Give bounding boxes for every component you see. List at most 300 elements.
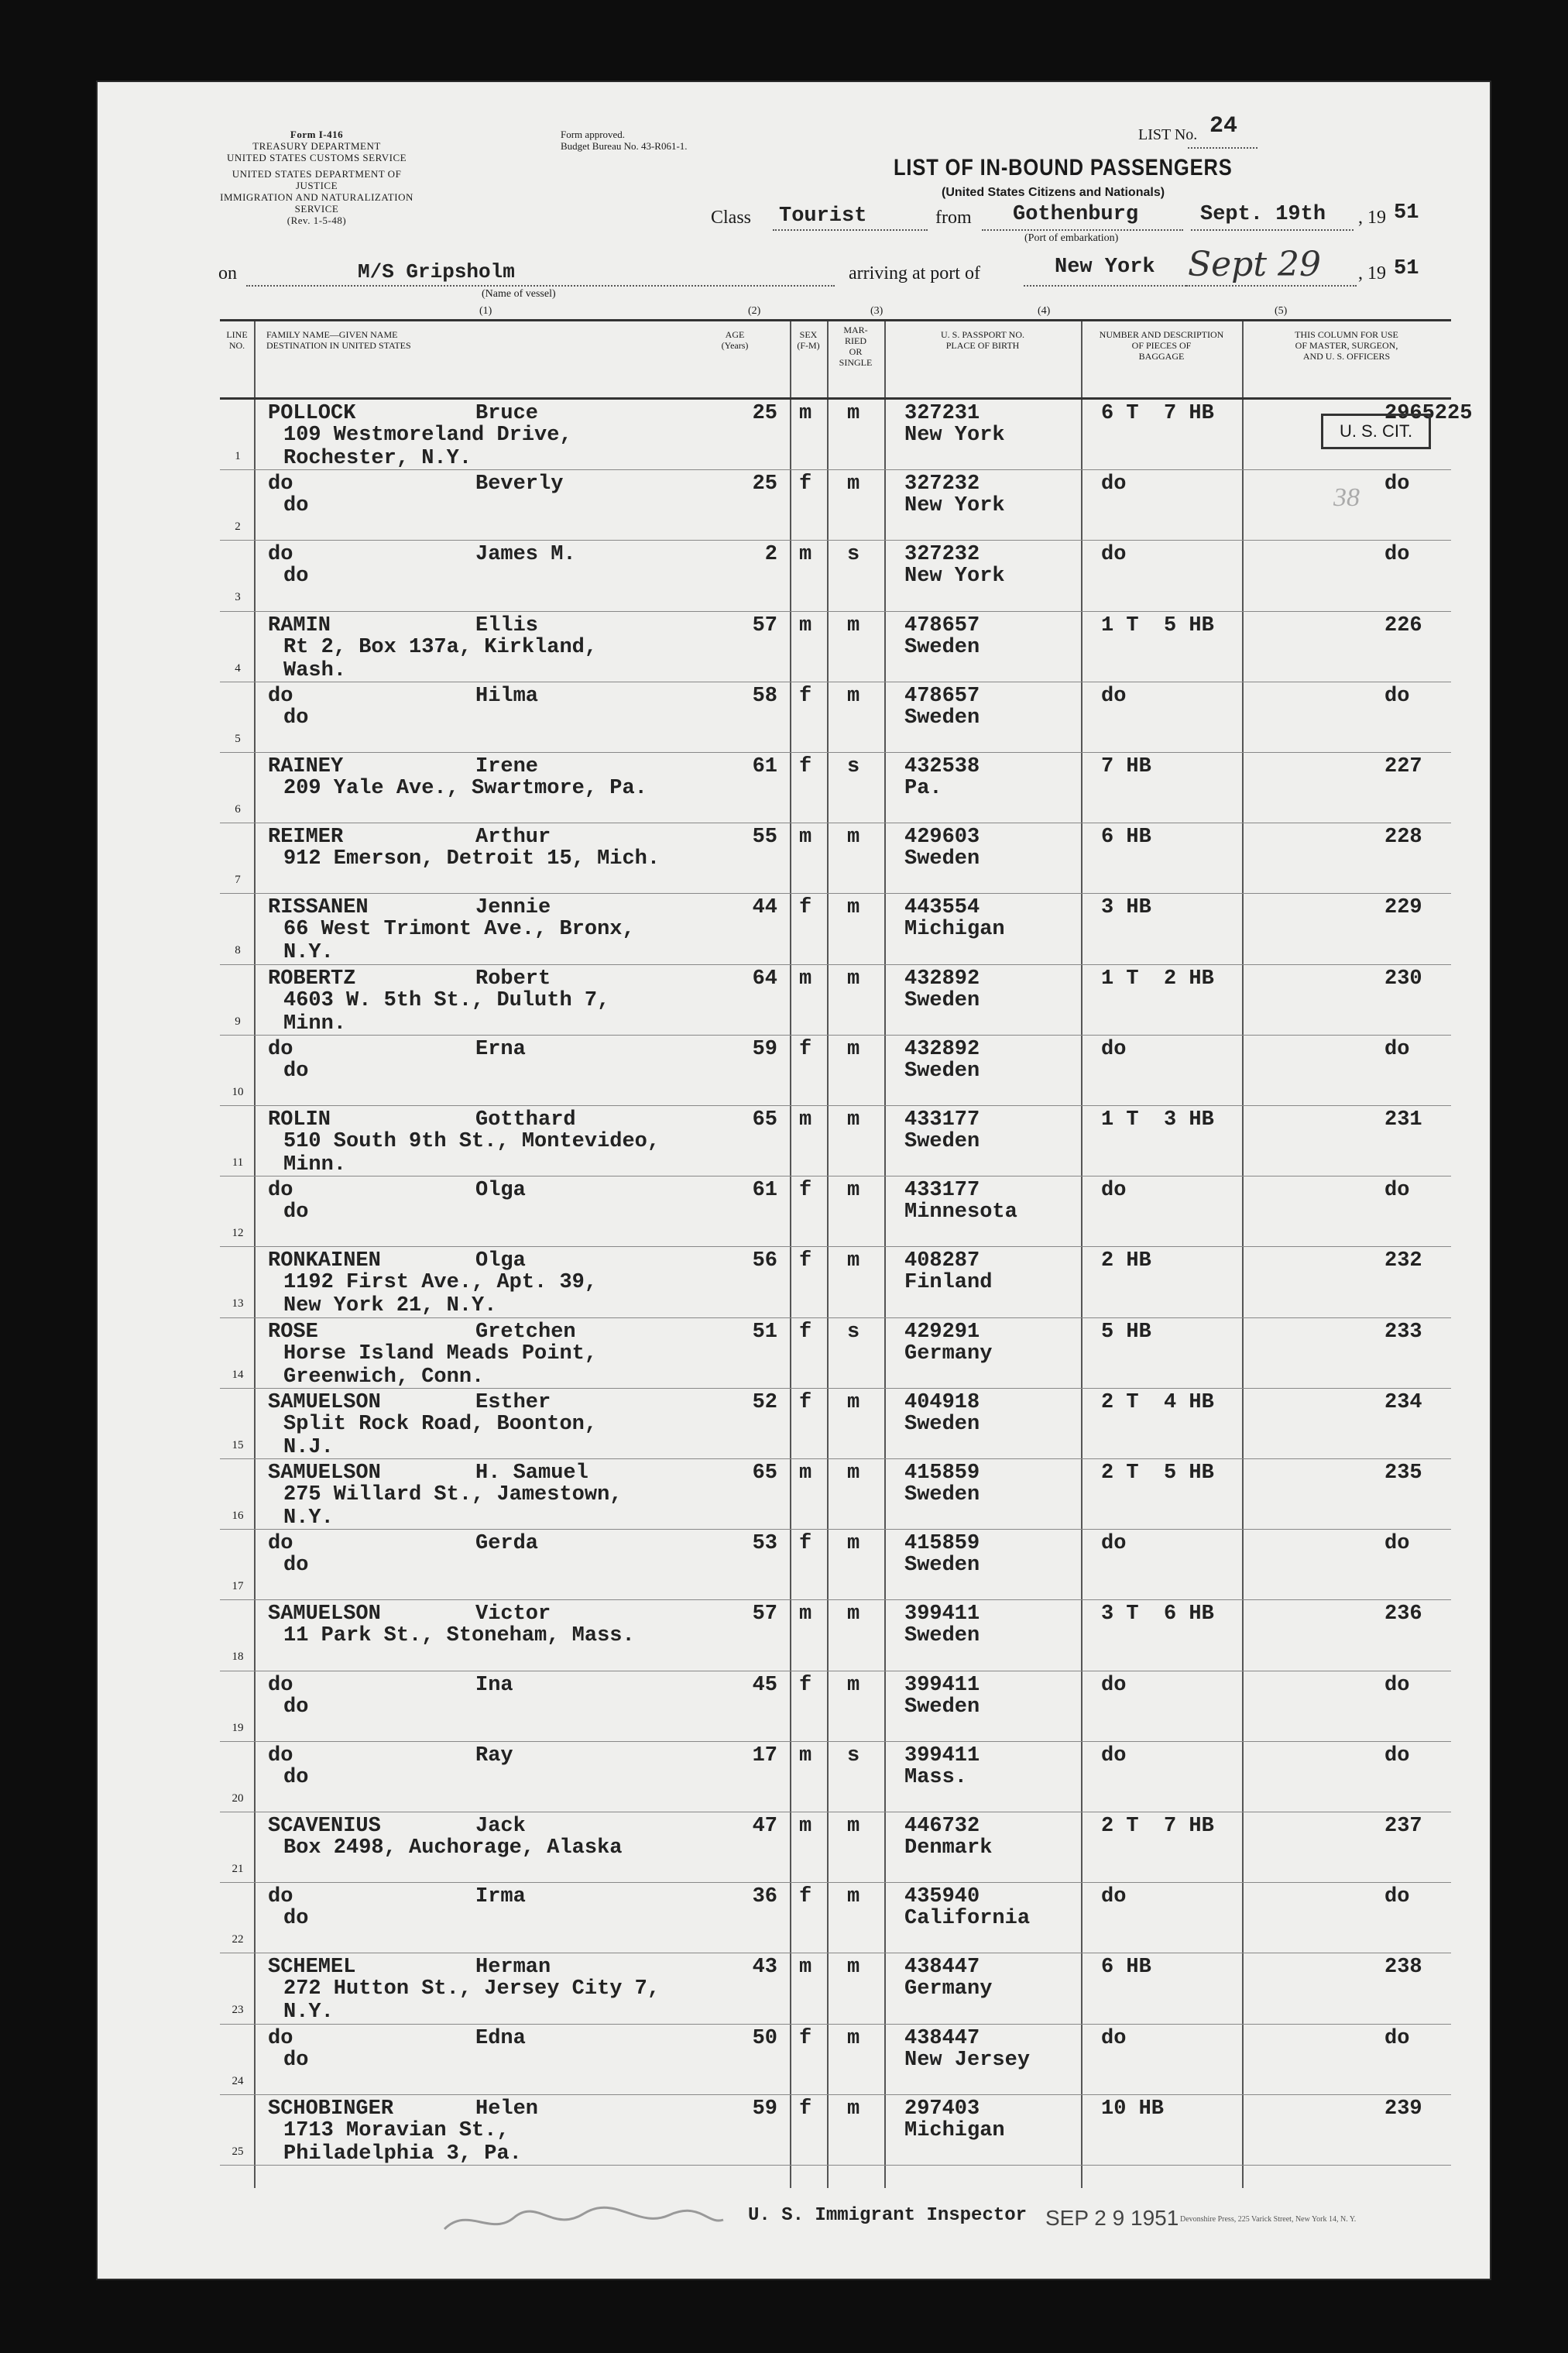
age: 55 bbox=[752, 826, 777, 850]
given-name: Helen bbox=[475, 2097, 539, 2121]
destination: do bbox=[283, 1695, 309, 1719]
family-name: do bbox=[268, 1532, 293, 1556]
baggage: 3 HB bbox=[1101, 896, 1151, 920]
baggage: 6 HB bbox=[1101, 1956, 1151, 1980]
family-name: ROLIN bbox=[268, 1108, 331, 1132]
officer-number: 239 bbox=[1384, 2097, 1422, 2121]
destination: do bbox=[283, 565, 309, 589]
place-of-birth: Sweden bbox=[904, 1554, 980, 1578]
place-of-birth: Michigan bbox=[904, 2118, 1005, 2142]
us-citizen-stamp: U. S. CIT. bbox=[1321, 414, 1431, 449]
baggage: do bbox=[1101, 2026, 1127, 2050]
departure-year: 51 bbox=[1394, 201, 1419, 225]
passenger-table bbox=[220, 319, 1473, 2188]
line-number: 6 bbox=[235, 803, 241, 816]
family-name: REIMER bbox=[268, 826, 344, 850]
line-number: 5 bbox=[235, 732, 241, 745]
sex: f bbox=[799, 2097, 812, 2121]
age: 2 bbox=[764, 543, 777, 567]
age: 56 bbox=[752, 1249, 777, 1273]
line-number: 4 bbox=[235, 661, 241, 675]
family-name: do bbox=[268, 1673, 293, 1697]
sex: f bbox=[799, 896, 812, 920]
marital-status: m bbox=[847, 1673, 860, 1697]
place-of-birth: Sweden bbox=[904, 1130, 980, 1153]
place-of-birth: Mass. bbox=[904, 1765, 968, 1789]
given-name: Jennie bbox=[475, 896, 551, 920]
destination: do bbox=[283, 1059, 309, 1083]
line-number: 13 bbox=[232, 1297, 244, 1310]
vessel-name: M/S Gripsholm bbox=[358, 260, 515, 283]
marital-status: m bbox=[847, 2097, 860, 2121]
family-name: SCHOBINGER bbox=[268, 2097, 394, 2121]
baggage: 2 T 4 HB bbox=[1101, 1390, 1214, 1414]
age: 64 bbox=[752, 967, 777, 991]
marital-status: s bbox=[847, 543, 860, 567]
destination: 11 Park St., Stoneham, Mass. bbox=[283, 1624, 635, 1648]
baggage: 7 HB bbox=[1101, 755, 1151, 778]
marital-status: m bbox=[847, 1390, 860, 1414]
list-no-label: LIST No. bbox=[1138, 126, 1198, 143]
line-number: 8 bbox=[235, 944, 241, 957]
place-of-birth: New Jersey bbox=[904, 2048, 1031, 2072]
list-no-value: 24 bbox=[1209, 113, 1238, 139]
place-of-birth: New York bbox=[904, 565, 1005, 589]
officer-number: do bbox=[1384, 1532, 1410, 1556]
place-of-birth: Pa. bbox=[904, 777, 942, 800]
given-name: Ina bbox=[475, 1673, 513, 1697]
officer-number: 236 bbox=[1384, 1602, 1422, 1626]
officer-number: do bbox=[1384, 684, 1410, 708]
age: 43 bbox=[752, 1956, 777, 1980]
sex: f bbox=[799, 1037, 812, 1061]
from-label: from bbox=[935, 208, 972, 228]
baggage: 2 T 7 HB bbox=[1101, 1815, 1214, 1838]
family-name: RONKAINEN bbox=[268, 1249, 381, 1273]
place-of-birth: Germany bbox=[904, 1977, 993, 2001]
place-of-birth: Sweden bbox=[904, 1059, 980, 1083]
place-of-birth: Minnesota bbox=[904, 1201, 1017, 1225]
sex: f bbox=[799, 755, 812, 778]
baggage: do bbox=[1101, 472, 1127, 496]
age: 59 bbox=[752, 2097, 777, 2121]
marital-status: m bbox=[847, 684, 860, 708]
vessel-note: (Name of vessel) bbox=[482, 288, 556, 300]
passport-number: 429603 bbox=[904, 826, 980, 850]
passport-number: 432892 bbox=[904, 967, 980, 991]
given-name: Victor bbox=[475, 1602, 551, 1626]
officer-number: 231 bbox=[1384, 1108, 1422, 1132]
col-officers: THIS COLUMN FOR USE OF MASTER, SURGEON, AND U. S. OFFICERS bbox=[1295, 329, 1398, 362]
passport-number: 327232 bbox=[904, 543, 980, 567]
destination: 109 Westmoreland Drive, Rochester, N.Y. bbox=[283, 424, 572, 470]
document-subtitle: (United States Citizens and Nationals) bbox=[942, 186, 1165, 199]
passport-number: 399411 bbox=[904, 1743, 980, 1767]
place-of-birth: Sweden bbox=[904, 988, 980, 1012]
passport-number: 408287 bbox=[904, 1249, 980, 1273]
arrival-date-handwritten: Sept 29 bbox=[1188, 245, 1322, 284]
line-number: 12 bbox=[232, 1227, 244, 1240]
baggage: 2 HB bbox=[1101, 1249, 1151, 1273]
sex: m bbox=[799, 967, 812, 991]
marital-status: s bbox=[847, 1743, 860, 1767]
family-name: do bbox=[268, 684, 293, 708]
officer-number: do bbox=[1384, 1885, 1410, 1909]
sex: f bbox=[799, 2026, 812, 2050]
sex: m bbox=[799, 1956, 812, 1980]
baggage: 2 T 5 HB bbox=[1101, 1462, 1214, 1485]
col-age: AGE (Years) bbox=[721, 329, 749, 351]
passport-number: 433177 bbox=[904, 1108, 980, 1132]
baggage: do bbox=[1101, 1179, 1127, 1203]
sex: f bbox=[799, 1885, 812, 1909]
col-name: FAMILY NAME—GIVEN NAME DESTINATION IN UNITED STATES bbox=[266, 329, 411, 351]
budget-bureau: Budget Bureau No. 43-R061-1. bbox=[561, 140, 688, 152]
row-divider bbox=[220, 1882, 1451, 1883]
age: 65 bbox=[752, 1108, 777, 1132]
inspector-signature bbox=[437, 2198, 731, 2245]
officer-number: 237 bbox=[1384, 1815, 1422, 1838]
sex: m bbox=[799, 1743, 812, 1767]
sex: m bbox=[799, 1602, 812, 1626]
col-line-no: LINE NO. bbox=[226, 329, 248, 351]
marital-status: m bbox=[847, 1108, 860, 1132]
line-number: 24 bbox=[232, 2074, 244, 2087]
baggage: 6 HB bbox=[1101, 826, 1151, 850]
age: 59 bbox=[752, 1037, 777, 1061]
sex: m bbox=[799, 543, 812, 567]
passport-number: 297403 bbox=[904, 2097, 980, 2121]
family-name: do bbox=[268, 1179, 293, 1203]
given-name: Arthur bbox=[475, 826, 551, 850]
line-number: 22 bbox=[232, 1933, 244, 1946]
family-name: SAMUELSON bbox=[268, 1390, 381, 1414]
destination: Box 2498, Auchorage, Alaska bbox=[283, 1836, 623, 1860]
passport-number: 415859 bbox=[904, 1462, 980, 1485]
form-number: Form I-416 bbox=[290, 129, 344, 140]
on-label: on bbox=[218, 263, 237, 283]
sex: f bbox=[799, 1320, 812, 1344]
passenger-list-page bbox=[96, 81, 1491, 2280]
class-line bbox=[711, 201, 1485, 244]
col-passport: U. S. PASSPORT NO. PLACE OF BIRTH bbox=[941, 329, 1024, 351]
place-of-birth: Finland bbox=[904, 1271, 993, 1295]
age: 25 bbox=[752, 472, 777, 496]
marital-status: m bbox=[847, 826, 860, 850]
col-num-4: (4) bbox=[1038, 305, 1051, 317]
family-name: SCAVENIUS bbox=[268, 1815, 381, 1838]
age: 47 bbox=[752, 1815, 777, 1838]
passport-number: 478657 bbox=[904, 684, 980, 708]
arrival-year: 51 bbox=[1394, 257, 1419, 280]
family-name: SAMUELSON bbox=[268, 1462, 381, 1485]
officer-number: do bbox=[1384, 1673, 1410, 1697]
officer-number: 232 bbox=[1384, 1249, 1422, 1273]
line-number: 7 bbox=[235, 874, 241, 887]
destination: do bbox=[283, 1765, 309, 1789]
col-married: MAR- RIED OR SINGLE bbox=[839, 325, 873, 368]
row-divider bbox=[220, 752, 1451, 753]
destination: 209 Yale Ave., Swartmore, Pa. bbox=[283, 777, 647, 800]
given-name: Bruce bbox=[475, 402, 539, 425]
family-name: RAINEY bbox=[268, 755, 344, 778]
line-number: 10 bbox=[232, 1085, 244, 1098]
destination: do bbox=[283, 1907, 309, 1931]
document-title: LIST OF IN-BOUND PASSENGERS bbox=[894, 155, 1233, 180]
age: 52 bbox=[752, 1390, 777, 1414]
line-number: 25 bbox=[232, 2145, 244, 2158]
place-of-birth: New York bbox=[904, 424, 1005, 447]
family-name: do bbox=[268, 2026, 293, 2050]
marital-status: m bbox=[847, 1885, 860, 1909]
age: 53 bbox=[752, 1532, 777, 1556]
officer-number: 230 bbox=[1384, 967, 1422, 991]
place-of-birth: Sweden bbox=[904, 706, 980, 730]
marital-status: m bbox=[847, 1179, 860, 1203]
marital-status: m bbox=[847, 613, 860, 637]
baggage: 10 HB bbox=[1101, 2097, 1165, 2121]
given-name: Edna bbox=[475, 2026, 526, 2050]
side-mark: 38 bbox=[1333, 483, 1360, 512]
col-baggage: NUMBER AND DESCRIPTION OF PIECES OF BAGGAGE bbox=[1099, 329, 1224, 362]
marital-status: m bbox=[847, 1956, 860, 1980]
given-name: Ray bbox=[475, 1743, 513, 1767]
sex: f bbox=[799, 1179, 812, 1203]
col-num-2: (2) bbox=[748, 305, 761, 317]
destination: Horse Island Meads Point, Greenwich, Conn. bbox=[283, 1341, 598, 1389]
baggage: do bbox=[1101, 1673, 1127, 1697]
officer-number: 235 bbox=[1384, 1462, 1422, 1485]
officer-number: 226 bbox=[1384, 613, 1422, 637]
row-divider bbox=[220, 2094, 1451, 2095]
passport-number: 438447 bbox=[904, 1956, 980, 1980]
age: 61 bbox=[752, 755, 777, 778]
sex: m bbox=[799, 826, 812, 850]
family-name: ROBERTZ bbox=[268, 967, 356, 991]
family-name: do bbox=[268, 1037, 293, 1061]
baggage: 6 T 7 HB bbox=[1101, 402, 1214, 425]
form-revision: (Rev. 1-5-48) bbox=[286, 215, 347, 226]
form-approval bbox=[561, 129, 688, 152]
destination: do bbox=[283, 706, 309, 730]
destination: 1192 First Ave., Apt. 39, New York 21, N.Y. bbox=[283, 1271, 598, 1318]
place-of-birth: Sweden bbox=[904, 635, 980, 659]
destination: Split Rock Road, Boonton, N.J. bbox=[283, 1412, 598, 1459]
sex: f bbox=[799, 1249, 812, 1273]
line-number: 20 bbox=[232, 1791, 244, 1805]
given-name: Olga bbox=[475, 1249, 526, 1273]
passport-number: 327232 bbox=[904, 472, 980, 496]
family-name: do bbox=[268, 543, 293, 567]
sex: f bbox=[799, 1532, 812, 1556]
vessel-line bbox=[218, 245, 1488, 302]
baggage: do bbox=[1101, 1037, 1127, 1061]
destination: do bbox=[283, 2048, 309, 2072]
line-number: 2 bbox=[235, 520, 241, 534]
given-name: Olga bbox=[475, 1179, 526, 1203]
age: 17 bbox=[752, 1743, 777, 1767]
passport-number: 399411 bbox=[904, 1673, 980, 1697]
col-num-5: (5) bbox=[1275, 305, 1288, 317]
destination: 66 West Trimont Ave., Bronx, N.Y. bbox=[283, 918, 635, 965]
given-name: Ellis bbox=[475, 613, 539, 637]
line-number: 21 bbox=[232, 1863, 244, 1875]
age: 36 bbox=[752, 1885, 777, 1909]
sex: f bbox=[799, 684, 812, 708]
given-name: James M. bbox=[475, 543, 576, 567]
year-prefix-2: , 19 bbox=[1358, 263, 1386, 283]
officer-number: 238 bbox=[1384, 1956, 1422, 1980]
marital-status: m bbox=[847, 1249, 860, 1273]
place-of-birth: Michigan bbox=[904, 918, 1005, 942]
marital-status: m bbox=[847, 967, 860, 991]
dept-justice: UNITED STATES DEPARTMENT OF JUSTICE bbox=[232, 168, 402, 191]
place-of-birth: Sweden bbox=[904, 847, 980, 871]
passport-number: 435940 bbox=[904, 1885, 980, 1909]
sex: f bbox=[799, 472, 812, 496]
family-name: do bbox=[268, 472, 293, 496]
passport-number: 327231 bbox=[904, 402, 980, 425]
inspector-label: U. S. Immigrant Inspector bbox=[748, 2205, 1028, 2226]
baggage: do bbox=[1101, 1743, 1127, 1767]
marital-status: s bbox=[847, 1320, 860, 1344]
family-name: RAMIN bbox=[268, 613, 331, 637]
passport-number: 432538 bbox=[904, 755, 980, 778]
sex: m bbox=[799, 402, 812, 425]
family-name: POLLOCK bbox=[268, 402, 356, 425]
col-num-3: (3) bbox=[870, 305, 884, 317]
baggage: 1 T 5 HB bbox=[1101, 613, 1214, 637]
passport-number: 446732 bbox=[904, 1815, 980, 1838]
baggage: do bbox=[1101, 684, 1127, 708]
passport-number: 432892 bbox=[904, 1037, 980, 1061]
line-number: 18 bbox=[232, 1651, 244, 1664]
place-of-birth: Germany bbox=[904, 1341, 993, 1365]
line-number: 14 bbox=[232, 1368, 244, 1381]
row-divider bbox=[220, 611, 1451, 612]
year-prefix: , 19 bbox=[1358, 208, 1386, 228]
baggage: 5 HB bbox=[1101, 1320, 1151, 1344]
marital-status: m bbox=[847, 1815, 860, 1838]
destination: Rt 2, Box 137a, Kirkland, Wash. bbox=[283, 635, 598, 682]
place-of-birth: Denmark bbox=[904, 1836, 993, 1860]
family-name: RISSANEN bbox=[268, 896, 369, 920]
given-name: Beverly bbox=[475, 472, 564, 496]
place-of-birth: California bbox=[904, 1907, 1031, 1931]
destination: 272 Hutton St., Jersey City 7, N.Y. bbox=[283, 1977, 660, 2025]
departure-date: Sept. 19th bbox=[1200, 203, 1326, 226]
line-number: 9 bbox=[235, 1015, 241, 1028]
baggage: do bbox=[1101, 1532, 1127, 1556]
given-name: Herman bbox=[475, 1956, 551, 1980]
marital-status: m bbox=[847, 1532, 860, 1556]
age: 65 bbox=[752, 1462, 777, 1485]
sex: m bbox=[799, 1462, 812, 1485]
destination: do bbox=[283, 1201, 309, 1225]
age: 58 bbox=[752, 684, 777, 708]
given-name: Jack bbox=[475, 1815, 526, 1838]
officer-number: do bbox=[1384, 1037, 1410, 1061]
given-name: Irma bbox=[475, 1885, 526, 1909]
printer-credit: Devonshire Press, 225 Varick Street, New York 14, N. Y. bbox=[1180, 2215, 1357, 2224]
sex: f bbox=[799, 1673, 812, 1697]
destination: 1713 Moravian St., Philadelphia 3, Pa. bbox=[283, 2118, 522, 2166]
family-name: do bbox=[268, 1885, 293, 1909]
age: 57 bbox=[752, 1602, 777, 1626]
row-divider bbox=[220, 893, 1451, 894]
row-divider bbox=[220, 1246, 1451, 1247]
row-divider bbox=[220, 1599, 1451, 1600]
destination: do bbox=[283, 494, 309, 518]
line-number: 19 bbox=[232, 1721, 244, 1734]
given-name: Gerda bbox=[475, 1532, 539, 1556]
destination: 510 South 9th St., Montevideo, Minn. bbox=[283, 1130, 660, 1176]
officer-number: 227 bbox=[1384, 755, 1422, 778]
place-of-birth: Sweden bbox=[904, 1483, 980, 1506]
row-divider bbox=[220, 540, 1451, 541]
line-number: 15 bbox=[232, 1438, 244, 1451]
passport-number: 415859 bbox=[904, 1532, 980, 1556]
family-name: SCHEMEL bbox=[268, 1956, 356, 1980]
age: 61 bbox=[752, 1179, 777, 1203]
place-of-birth: New York bbox=[904, 494, 1005, 518]
destination: 4603 W. 5th St., Duluth 7, Minn. bbox=[283, 988, 610, 1036]
marital-status: m bbox=[847, 896, 860, 920]
baggage: 1 T 2 HB bbox=[1101, 967, 1214, 991]
officer-number: do bbox=[1384, 1743, 1410, 1767]
marital-status: m bbox=[847, 1602, 860, 1626]
given-name: Irene bbox=[475, 755, 539, 778]
given-name: Esther bbox=[475, 1390, 551, 1414]
officer-number: 233 bbox=[1384, 1320, 1422, 1344]
age: 44 bbox=[752, 896, 777, 920]
destination: 912 Emerson, Detroit 15, Mich. bbox=[283, 847, 660, 871]
line-number: 16 bbox=[232, 1510, 244, 1522]
baggage: do bbox=[1101, 1885, 1127, 1909]
port-note: (Port of embarkation) bbox=[1024, 232, 1119, 244]
passport-number: 404918 bbox=[904, 1390, 980, 1414]
family-name: do bbox=[268, 1743, 293, 1767]
given-name: Robert bbox=[475, 967, 551, 991]
list-number bbox=[1138, 113, 1238, 145]
passport-number: 443554 bbox=[904, 896, 980, 920]
passport-number: 399411 bbox=[904, 1602, 980, 1626]
baggage: 3 T 6 HB bbox=[1101, 1602, 1214, 1626]
arrival-port: New York bbox=[1055, 256, 1155, 279]
from-value: Gothenburg bbox=[1013, 203, 1139, 226]
sex: m bbox=[799, 1108, 812, 1132]
place-of-birth: Sweden bbox=[904, 1624, 980, 1648]
family-name: ROSE bbox=[268, 1320, 318, 1344]
officer-number: do bbox=[1384, 472, 1410, 496]
officer-number: 228 bbox=[1384, 826, 1422, 850]
passport-number: 438447 bbox=[904, 2026, 980, 2050]
age: 45 bbox=[752, 1673, 777, 1697]
officer-number: 229 bbox=[1384, 896, 1422, 920]
officer-number: do bbox=[1384, 543, 1410, 567]
destination: 275 Willard St., Jamestown, N.Y. bbox=[283, 1483, 623, 1530]
officer-number: do bbox=[1384, 1179, 1410, 1203]
marital-status: s bbox=[847, 755, 860, 778]
officer-number: 2965225 bbox=[1384, 402, 1473, 425]
row-divider bbox=[220, 1741, 1451, 1742]
dept-immigration: IMMIGRATION AND NATURALIZATION SERVICE bbox=[220, 191, 413, 215]
officer-number: 234 bbox=[1384, 1390, 1422, 1414]
passport-number: 433177 bbox=[904, 1179, 980, 1203]
given-name: Hilma bbox=[475, 684, 539, 708]
line-number: 1 bbox=[235, 450, 241, 462]
sex: f bbox=[799, 1390, 812, 1414]
